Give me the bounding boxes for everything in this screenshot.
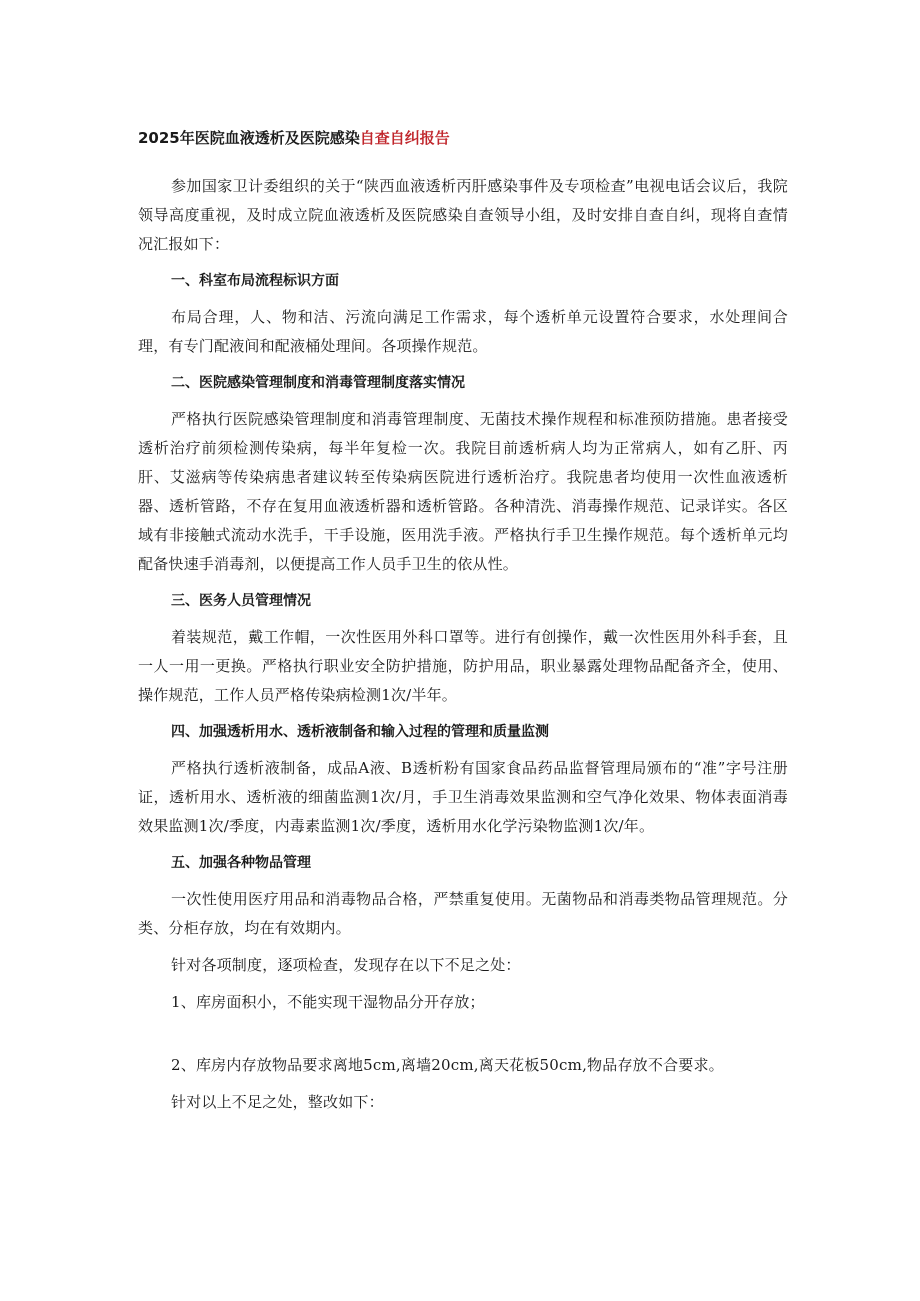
section-body-3: 着装规范，戴工作帽，一次性医用外科口罩等。进行有创操作，戴一次性医用外科手套，且一人一用一更换。严格执行职业安全防护措施，防护用品，职业暴露处理物品配备齐全，使用、操作规范，工作人员严格传染病检测1次/半年。 xyxy=(138,628,788,704)
section-body-2: 严格执行医院感染管理制度和消毒管理制度、无菌技术操作规程和标准预防措施。患者接受透析治疗前须检测传染病，每半年复检一次。我院目前透析病人均为正常病人，如有乙肝、丙肝、艾滋病等传染病患者建议转至传染病医院进行透析治疗。我院患者均使用一次性血液透析器、透析管路，不存在复用血液透析器和透析管路。各种清洗、消毒操作规范、记录详实。各区域有非接触式流动水洗手，干手设施，医用洗手液。严格执行手卫生操作规范。每个透析单元均配备快速手消毒剂，以便提高工作人员手卫生的依从性。 xyxy=(138,410,788,573)
section-body-1: 布局合理，人、物和洁、污流向满足工作需求，每个透析单元设置符合要求，水处理间合理，有专门配液间和配液桶处理间。各项操作规范。 xyxy=(138,308,788,355)
section-body-4: 严格执行透析液制备，成品A液、B透析粉有国家食品药品监督管理局颁布的“准”字号注册证，透析用水、透析液的细菌监测1次/月，手卫生消毒效果监测和空气净化效果、物体表面消毒效果监测1次/季度，内毒素监测1次/季度，透析用水化学污染物监测1次/年。 xyxy=(138,759,788,835)
spacer xyxy=(138,1025,788,1051)
section-heading-3: 三、医务人员管理情况 xyxy=(171,593,311,609)
section-body-5: 一次性使用医疗用品和消毒物品合格，严禁重复使用。无菌物品和消毒类物品管理规范。分类、分柜存放，均在有效期内。 xyxy=(138,890,788,937)
rectify-intro: 针对以上不足之处，整改如下： xyxy=(171,1093,384,1111)
intro-paragraph: 参加国家卫计委组织的关于“陕西血液透析丙肝感染事件及专项检查”电视电话会议后，我院领导高度重视，及时成立院血液透析及医院感染自查领导小组，及时安排自查自纠，现将自查情况汇报如下： xyxy=(138,177,788,253)
document-title xyxy=(138,126,450,150)
findings-intro: 针对各项制度，逐项检查，发现存在以下不足之处： xyxy=(171,956,521,974)
section-heading-1: 一、科室布局流程标识方面 xyxy=(171,273,339,289)
section-heading-4: 四、加强透析用水、透析液制备和输入过程的管理和质量监测 xyxy=(171,724,549,740)
title-highlight: 自查自纠报告 xyxy=(359,129,450,147)
finding-item-2: 2、库房内存放物品要求离地5cm,离墙20cm,离天花板50cm,物品存放不合要求。 xyxy=(171,1056,724,1074)
section-heading-5: 五、加强各种物品管理 xyxy=(171,855,311,871)
finding-item-1: 1、库房面积小，不能实现干湿物品分开存放； xyxy=(171,993,485,1011)
title-main: 2025年医院血液透析及医院感染 xyxy=(138,129,360,147)
document-body xyxy=(138,172,788,1125)
section-heading-2: 二、医院感染管理制度和消毒管理制度落实情况 xyxy=(171,375,465,391)
